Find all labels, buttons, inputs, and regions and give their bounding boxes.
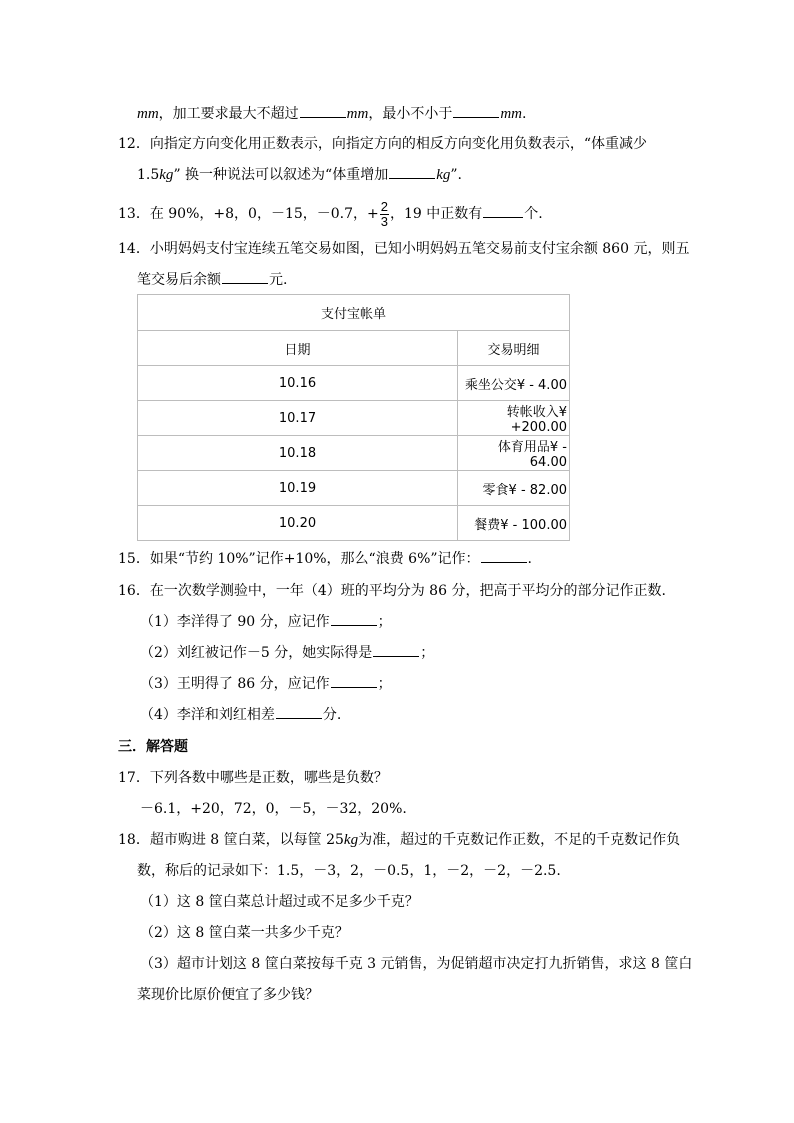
column-header-detail: 交易明细 (458, 331, 570, 366)
q11-text-2: ，最小不小于 (368, 106, 453, 122)
question-13 (118, 199, 543, 229)
sub-question-text: （3）王明得了 86 分，应记作 (140, 676, 330, 692)
sub-question-end: ； (377, 676, 392, 692)
detail-cell: 体育用品¥ - 64.00 (458, 436, 570, 471)
answer-blank[interactable] (481, 550, 527, 563)
sub-question-text: （1）李洋得了 90 分，应记作 (140, 614, 330, 630)
q17-number-list: －6.1，+20，72，0，－5，－32，20%. (140, 801, 407, 817)
sub-question-3-line-1: （3）超市计划这 8 筐白菜按每千克 3 元销售，为促销超市决定打九折销售，求这 8 筐白 (140, 956, 693, 972)
unit-kg: kg (343, 832, 359, 848)
question-17 (118, 769, 388, 787)
q11-text-1: ，加工要求最大不超过 (158, 106, 299, 122)
q12-text: ” 换一种说法可以叙述为“体重增加 (173, 167, 389, 183)
unit-kg: kg (159, 167, 174, 183)
answer-blank[interactable] (300, 105, 346, 118)
question-number: 12． (118, 136, 150, 152)
answer-blank[interactable] (389, 166, 435, 179)
q14-text: 笔交易后余额 (137, 272, 221, 288)
answer-blank[interactable] (331, 613, 377, 626)
sub-question-text: （4）李洋和刘红相差 (140, 707, 275, 723)
q15-end: . (527, 551, 532, 567)
sub-question-4 (140, 706, 341, 724)
question-text: 在一次数学测验中，一年（4）班的平均分为 86 分，把高于平均分的部分记作正数. (149, 583, 666, 599)
q12-value: 1.5 (137, 167, 160, 183)
unit-mm: mm (346, 106, 369, 122)
question-12-line-1 (118, 135, 647, 153)
sub-question-1 (140, 613, 392, 631)
q11-period: . (522, 106, 527, 122)
question-14-line-2 (137, 271, 287, 289)
question-18-line-1 (118, 831, 680, 849)
unit-kg: kg (436, 167, 451, 183)
answer-blank[interactable] (373, 644, 419, 657)
question-number: 14． (118, 241, 150, 257)
sub-question-end: ； (420, 645, 435, 661)
q13-text: ，19 中正数有 (389, 206, 483, 222)
date-cell: 10.17 (138, 401, 458, 436)
unit-mm: mm (137, 106, 159, 122)
sub-question-2: （2）这 8 筐白菜一共多少千克？ (140, 925, 349, 941)
answer-blank[interactable] (483, 205, 523, 218)
table-row (138, 366, 570, 401)
question-12-line-2 (137, 166, 462, 184)
table-row (138, 471, 570, 506)
sub-question-1: （1）这 8 筐白菜总计超过或不足多少千克？ (140, 894, 419, 910)
question-15 (118, 550, 532, 568)
date-cell: 10.20 (138, 506, 458, 541)
question-number: 16． (118, 583, 150, 599)
q11-continuation (137, 105, 526, 123)
sub-question-end: 分. (322, 707, 342, 723)
q13-end: 个. (524, 206, 543, 222)
question-number: 15． (118, 551, 150, 567)
fraction-denominator: 3 (380, 213, 388, 229)
date-cell: 10.18 (138, 436, 458, 471)
alipay-ledger-table (137, 294, 570, 541)
detail-cell: 零食¥ - 82.00 (458, 471, 570, 506)
q14-end: 元. (269, 272, 288, 288)
table-row (138, 401, 570, 436)
answer-blank[interactable] (222, 271, 268, 284)
detail-cell: 转帐收入¥+200.00 (458, 401, 570, 436)
question-number: 17． (118, 770, 150, 786)
table-row (138, 436, 570, 471)
sub-question-2 (140, 644, 434, 662)
detail-cell: 乘坐公交¥ - 4.00 (458, 366, 570, 401)
question-text: 向指定方向变化用正数表示，向指定方向的相反方向变化用负数表示，“体重减少 (149, 136, 647, 152)
question-text: 为准，超过的千克数记作正数，不足的千克数记作负 (358, 832, 681, 848)
q12-end: ”. (450, 167, 462, 183)
q13-numbers: 在 90%，+8，0，－15，－0.7，+ (149, 206, 379, 222)
question-number: 13． (118, 206, 150, 222)
detail-cell: 餐费¥ - 100.00 (458, 506, 570, 541)
question-text: 下列各数中哪些是正数，哪些是负数？ (149, 770, 388, 786)
question-text: 如果“节约 10%”记作+10%，那么“浪费 6%”记作： (149, 551, 480, 567)
date-cell: 10.16 (138, 366, 458, 401)
answer-blank[interactable] (276, 706, 322, 719)
sub-question-end: ； (377, 614, 392, 630)
date-cell: 10.19 (138, 471, 458, 506)
fraction (380, 200, 389, 229)
section-heading: 三．解答题 (118, 739, 188, 755)
answer-blank[interactable] (453, 105, 499, 118)
question-14-line-1 (118, 240, 689, 258)
question-text: 超市购进 8 筐白菜，以每筐 25 (149, 832, 344, 848)
question-number: 18． (118, 832, 150, 848)
sub-question-text: （2）刘红被记作－5 分，她实际得是 (140, 645, 373, 661)
question-text: 小明妈妈支付宝连续五笔交易如图，已知小明妈妈五笔交易前支付宝余额 860 元，则五 (149, 241, 690, 257)
fraction-numerator: 2 (380, 198, 388, 214)
sub-question-3 (140, 675, 392, 693)
unit-mm: mm (500, 106, 523, 122)
table-row (138, 506, 570, 541)
answer-blank[interactable] (331, 675, 377, 688)
sub-question-3-line-2: 菜现价比原价便宜了多少钱？ (137, 987, 319, 1003)
question-18-line-2: 数，称后的记录如下：1.5，－3，2，－0.5，1，－2，－2，－2.5. (137, 863, 561, 879)
question-16 (118, 582, 666, 600)
ledger-title: 支付宝帐单 (138, 295, 570, 331)
column-header-date: 日期 (138, 331, 458, 366)
